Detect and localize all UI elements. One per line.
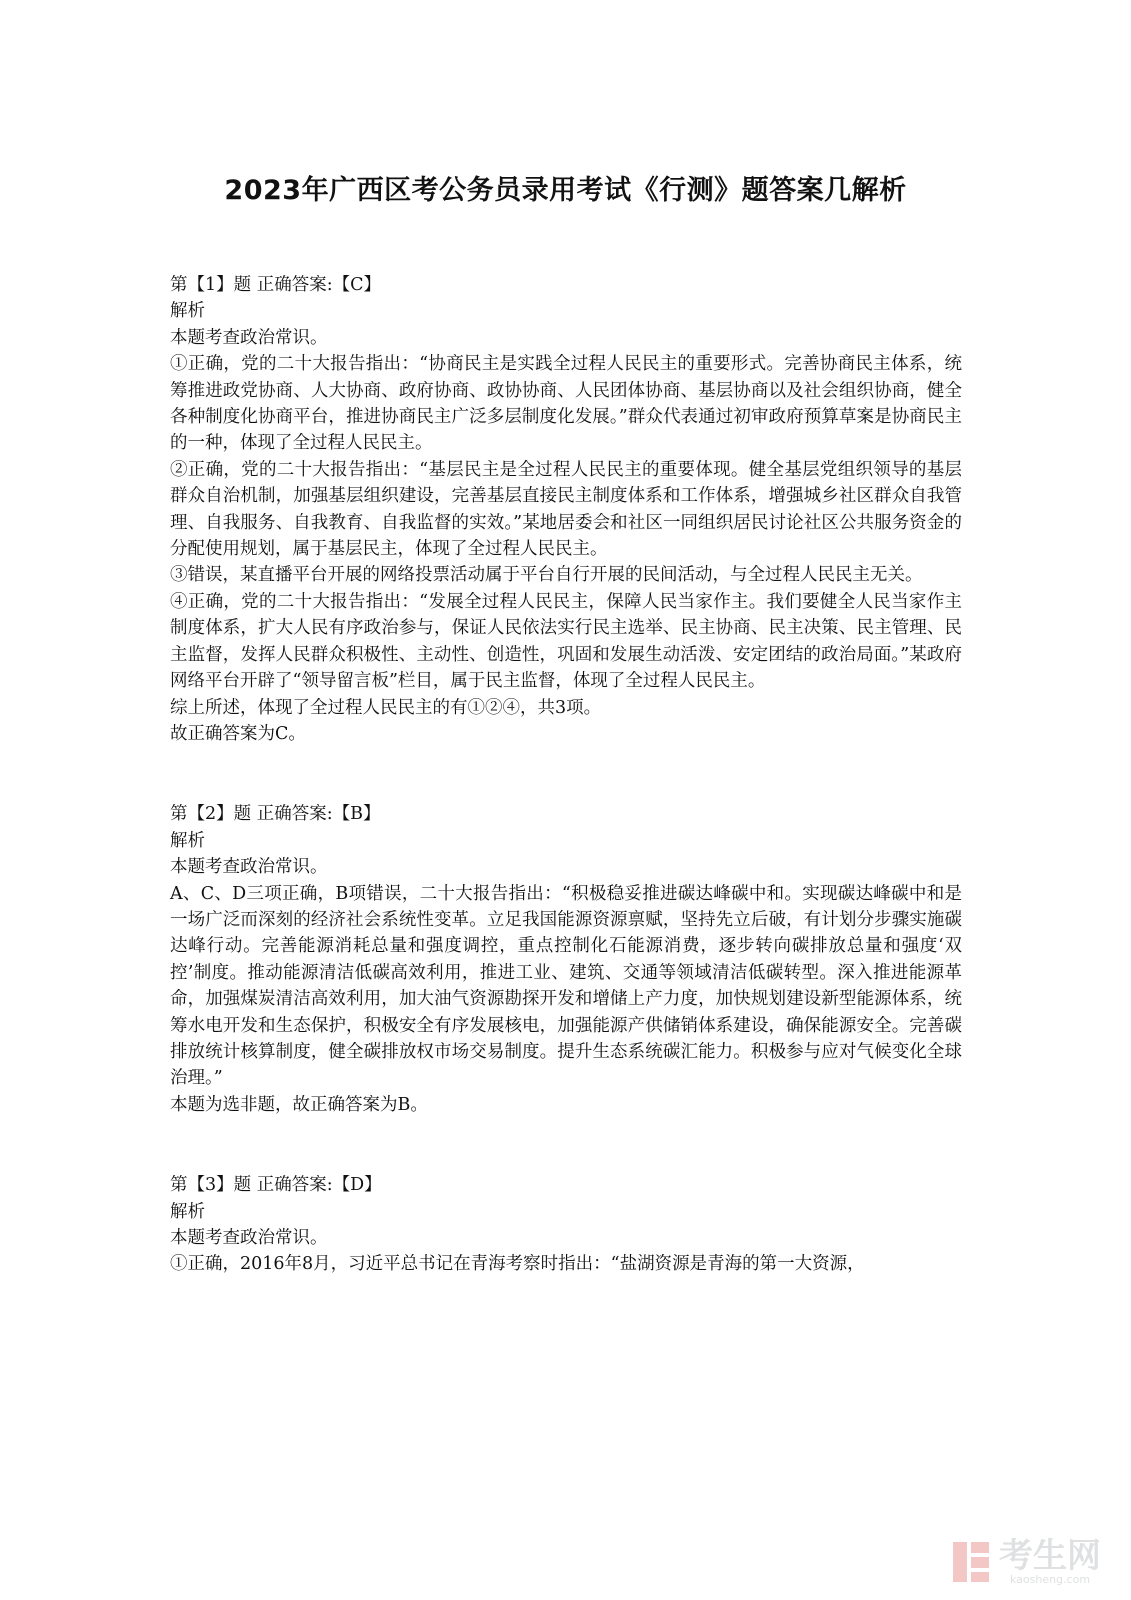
question-1-point-1: ①正确，党的二十大报告指出：“协商民主是实践全过程人民民主的重要形式。完善协商民主体系，统筹推进政党协商、人大协商、政府协商、政协协商、人民团体协商、基层协商以及社会组织协商，健全各种制度化协商平台，推进协商民主广泛多层制度化发展。”群众代表通过初审政府预算草案是协商民主的一种，体现了全过程人民民主。 bbox=[170, 354, 962, 454]
kaosheng-watermark bbox=[951, 1538, 1101, 1586]
question-3-topic: 本题考查政治常识。 bbox=[170, 1228, 328, 1248]
question-2-header: 第【2】题 正确答案:【B】 bbox=[170, 804, 381, 825]
question-3-analysis-label: 解析 bbox=[170, 1201, 205, 1222]
question-2-topic: 本题考查政治常识。 bbox=[170, 857, 328, 878]
question-1-header: 第【1】题 正确答案:【C】 bbox=[170, 275, 381, 295]
question-3-point-1: ①正确，2016年8月，习近平总书记在青海考察时指出：“盐湖资源是青海的第一大资源， bbox=[170, 1254, 865, 1275]
question-2-analysis-label: 解析 bbox=[170, 830, 205, 851]
question-2-answer: 本题为选非题，故正确答案为B。 bbox=[170, 1094, 428, 1115]
question-1-summary: 综上所述，体现了全过程人民民主的有①②④，共3项。 bbox=[170, 697, 602, 718]
document-body bbox=[170, 272, 962, 1332]
question-2-explanation: A、C、D三项正确，B项错误，二十大报告指出：“积极稳妥推进碳达峰碳中和。实现碳达峰碳中和是一场广泛而深刻的经济社会系统性变革。立足我国能源资源禀赋，坚持先立后破，有计划分步骤实施碳达峰行动。完善能源消耗总量和强度调控，重点控制化石能源消费，逐步转向碳排放总量和强度‘双控’制度。推动能源清洁低碳高效利用，推进工业、建筑、交通等领域清洁低碳转型。深入推进能源革命，加强煤炭清洁高效利用，加大油气资源勘探开发和增储上产力度，加快规划建设新型能源体系，统筹水电开发和生态保护，积极安全有序发展核电，加强能源产供储销体系建设，确保能源安全。完善碳排放统计核算制度，健全碳排放权市场交易制度。提升生态系统碳汇能力。积极参与应对气候变化全球治理。” bbox=[170, 883, 962, 1089]
question-3-header: 第【3】题 正确答案:【D】 bbox=[170, 1175, 382, 1196]
question-block-2 bbox=[170, 801, 962, 1118]
question-1-point-3: ③错误，某直播平台开展的网络投票活动属于平台自行开展的民间活动，与全过程人民民主无关。 bbox=[170, 565, 923, 586]
question-1-topic: 本题考查政治常识。 bbox=[170, 327, 328, 348]
kaosheng-logo-icon bbox=[951, 1540, 991, 1584]
question-1-point-2: ②正确，党的二十大报告指出：“基层民主是全过程人民民主的重要体现。健全基层党组织领导的基层群众自治机制，加强基层组织建设，完善基层直接民主制度体系和工作体系，增强城乡社区群众自我管理、自我服务、自我教育、自我监督的实效。”某地居委会和社区一同组织居民讨论社区公共服务资金的分配使用规划，属于基层民主，体现了全过程人民民主。 bbox=[170, 459, 962, 560]
question-block-3 bbox=[170, 1172, 962, 1278]
question-1-answer: 故正确答案为C。 bbox=[170, 723, 306, 744]
document-title: 2023年广西区考公务员录用考试《行测》题答案几解析 bbox=[224, 175, 907, 206]
question-1-analysis-label: 解析 bbox=[170, 301, 205, 322]
question-1-point-4: ④正确，党的二十大报告指出：“发展全过程人民民主，保障人民当家作主。我们要健全人民当家作主制度体系，扩大人民有序政治参与，保证人民依法实行民主选举、民主协商、民主决策、民主管理、民主监督，发挥人民群众积极性、主动性、创造性，巩固和发展生动活泼、安定团结的政治局面。”某政府网络平台开辟了“领导留言板”栏目，属于民主监督，体现了全过程人民民主。 bbox=[170, 591, 962, 692]
watermark-url: kaosheng.com bbox=[1009, 1573, 1091, 1586]
watermark-name: 考生网 bbox=[999, 1536, 1101, 1576]
question-block-1 bbox=[170, 272, 962, 747]
watermark-text bbox=[999, 1538, 1101, 1586]
